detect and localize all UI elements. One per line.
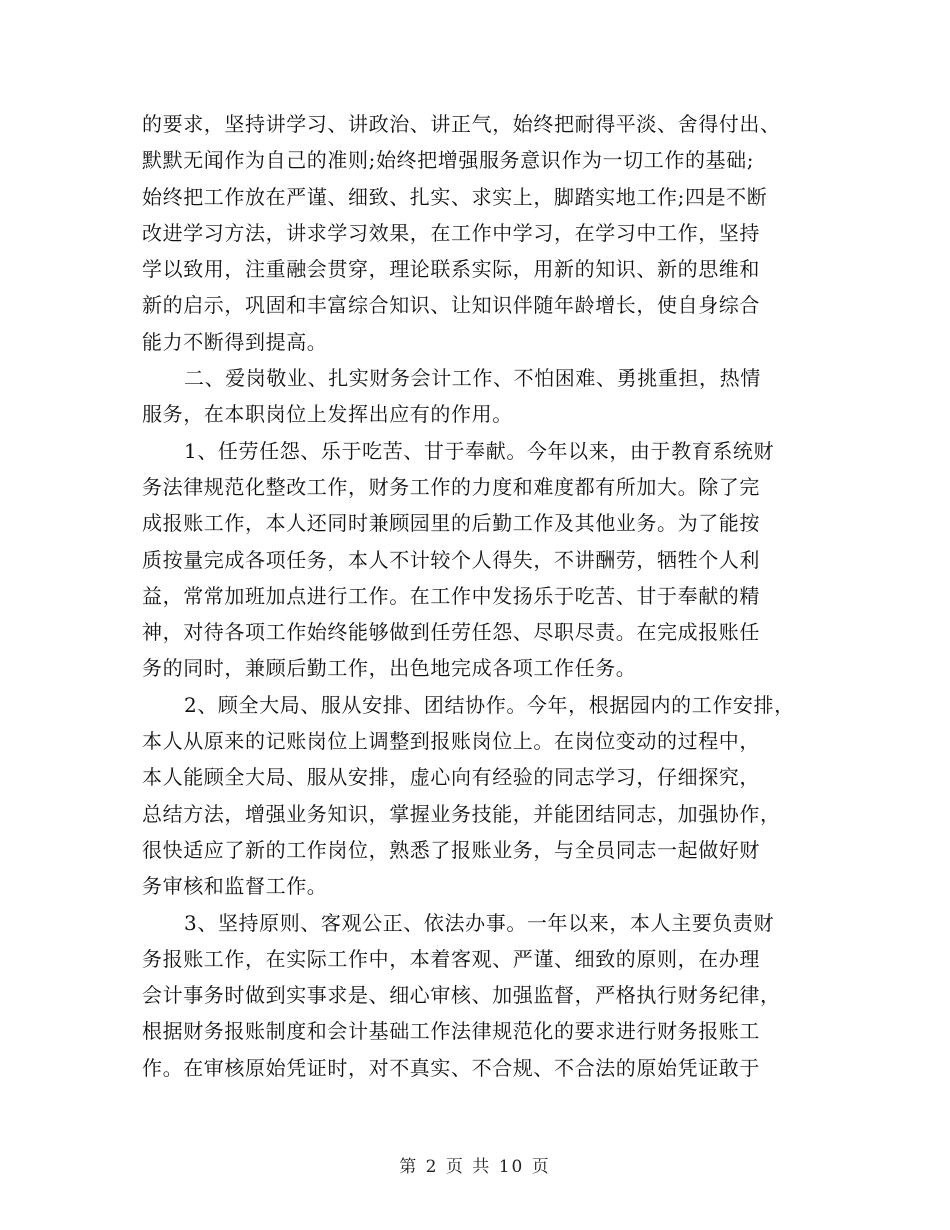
text-line: 务法律规范化整改工作，财务工作的力度和难度都有所加大。除了完 xyxy=(142,474,760,499)
text-line: 根据财务报账制度和会计基础工作法律规范化的要求进行财务报账工 xyxy=(142,1019,760,1044)
page-number-footer: 第 2 页 共 10 页 xyxy=(399,1157,551,1177)
paragraph-start-line: 1、任劳任怨、乐于吃苦、甘于奉献。今年以来，由于教育系统财 xyxy=(184,438,775,463)
text-line: 务的同时，兼顾后勤工作，出色地完成各项工作任务。 xyxy=(142,656,637,681)
text-line: 成报账工作，本人还同时兼顾园里的后勤工作及其他业务。为了能按 xyxy=(142,511,760,536)
text-line: 的要求，坚持讲学习、讲政治、讲正气，始终把耐得平淡、舍得付出、 xyxy=(142,112,781,136)
text-line: 质按量完成各项任务，本人不计较个人得失，不讲酬劳，牺牲个人利 xyxy=(142,547,760,572)
text-line: 很快适应了新的工作岗位，熟悉了报账业务，与全员同志一起做好财 xyxy=(142,837,760,862)
paragraph-start-line: 2、顾全大局、服从安排、团结协作。今年，根据园内的工作安排， xyxy=(184,692,795,717)
text-line: 新的启示，巩固和丰富综合知识、让知识伴随年龄增长，使自身综合 xyxy=(142,293,760,318)
text-line: 能力不断得到提高。 xyxy=(142,329,328,354)
text-line: 总结方法，增强业务知识，掌握业务技能，并能团结同志，加强协作， xyxy=(142,801,781,826)
section-heading-line: 二、爱岗敬业、扎实财务会计工作、不怕困难、勇挑重担，热情 xyxy=(184,366,761,391)
paragraph-start-line: 3、坚持原则、客观公正、依法办事。一年以来，本人主要负责财 xyxy=(184,910,775,935)
text-line: 改进学习方法，讲求学习效果，在工作中学习，在学习中工作，坚持 xyxy=(142,220,760,245)
text-line: 神，对待各项工作始终能够做到任劳任怨、尽职尽责。在完成报账任 xyxy=(142,620,760,645)
text-line: 本人从原来的记账岗位上调整到报账岗位上。在岗位变动的过程中， xyxy=(142,729,760,754)
text-line: 服务，在本职岗位上发挥出应有的作用。 xyxy=(142,402,513,427)
text-line: 务审核和监督工作。 xyxy=(142,874,328,899)
text-line: 本人能顾全大局、服从安排，虚心向有经验的同志学习，仔细探究， xyxy=(142,765,760,790)
text-line: 益，常常加班加点进行工作。在工作中发扬乐于吃苦、甘于奉献的精 xyxy=(142,583,760,608)
text-line: 务报账工作，在实际工作中，本着客观、严谨、细致的原则，在办理 xyxy=(142,946,760,971)
document-body xyxy=(142,106,822,1086)
text-line: 默默无闻作为自己的准则;始终把增强服务意识作为一切工作的基础; xyxy=(142,148,755,173)
text-line: 始终把工作放在严谨、细致、扎实、求实上，脚踏实地工作;四是不断 xyxy=(142,184,768,209)
text-line: 学以致用，注重融会贯穿，理论联系实际，用新的知识、新的思维和 xyxy=(142,257,760,282)
text-line: 作。在审核原始凭证时，对不真实、不合规、不合法的原始凭证敢于 xyxy=(142,1055,760,1080)
text-line: 会计事务时做到实事求是、细心审核、加强监督，严格执行财务纪律， xyxy=(142,983,781,1008)
